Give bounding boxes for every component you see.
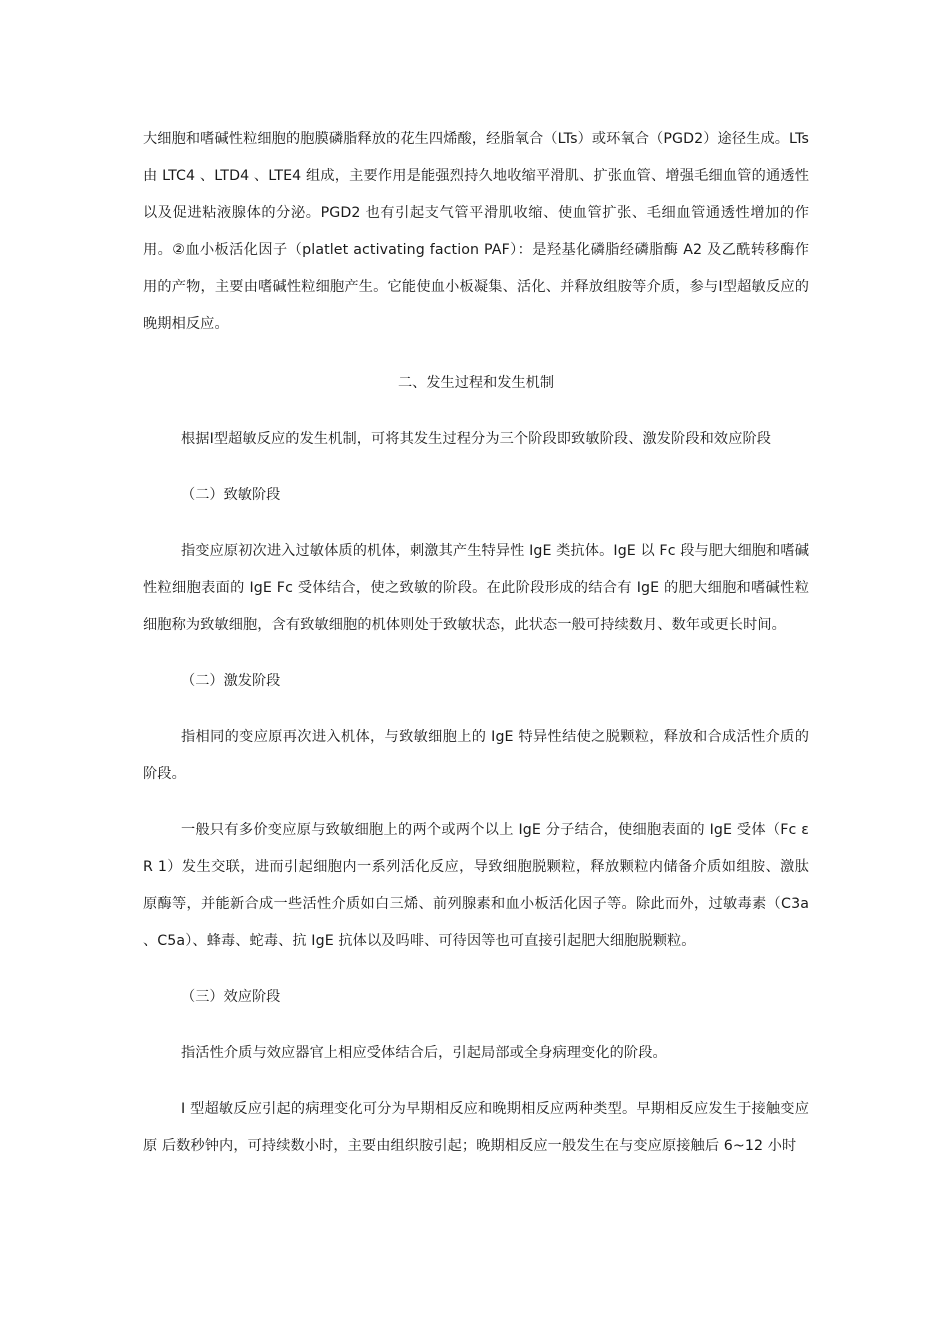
paragraph-reaction-types: Ⅰ 型超敏反应引起的病理变化可分为早期相反应和晚期相反应两种类型。早期相反应发生于接触变应原 后数秒钟内，可持续数小时，主要由组织胺引起；晚期相反应一般发生在与变应原接触后 6~12 小时 <box>143 1101 809 1154</box>
paragraph-degranulation: 一般只有多价变应原与致敏细胞上的两个或两个以上 IgE 分子结合，使细胞表面的 IgE 受体（Fc ε R 1）发生交联，进而引起细胞内一系列活化反应，导致细胞脱颗粒，释放颗粒内储备介质如组胺、激肽原酶等，并能新合成一些活性介质如白三烯、前列腺素和血小板活化因子等。除此而外，过敏毒素（C3a 、C5a）、蜂毒、蛇毒、抗 IgE 抗体以及吗啡、可待因等也可直接引起肥大细胞脱颗粒。 <box>143 822 809 949</box>
subheading-sensitization: （二）致敏阶段 <box>181 487 281 503</box>
paragraph-stages-intro: 根据Ⅰ型超敏反应的发生机制，可将其发生过程分为三个阶段即致敏阶段、激发阶段和效应阶段 <box>181 431 772 447</box>
paragraph-effector: 指活性介质与效应器官上相应受体结合后，引起局部或全身病理变化的阶段。 <box>181 1045 667 1061</box>
document-body <box>143 121 809 1165</box>
subheading-effector: （三）效应阶段 <box>181 989 281 1005</box>
subheading-activation: （二）激发阶段 <box>181 673 281 689</box>
paragraph-sensitization: 指变应原初次进入过敏体质的机体，刺激其产生特异性 IgE 类抗体。IgE 以 Fc 段与肥大细胞和嗜碱性粒细胞表面的 IgE Fc 受体结合，使之致敏的阶段。在此阶段形成的结合有 IgE 的肥大细胞和嗜碱性粒细胞称为致敏细胞，含有致敏细胞的机体则处于致敏状态，此状态一般可持续数月、数年或更长时间。 <box>143 543 809 633</box>
paragraph-activation: 指相同的变应原再次进入机体，与致敏细胞上的 IgE 特异性结使之脱颗粒，释放和合成活性介质的阶段。 <box>143 729 809 782</box>
paragraph-mediators: 大细胞和嗜碱性粒细胞的胞膜磷脂释放的花生四烯酸，经脂氧合（LTs）或环氧合（PGD2）途径生成。LTs由 LTC4 、LTD4 、LTE4 组成，主要作用是能强烈持久地收缩平滑肌、扩张血管、增强毛细血管的通透性以及促进粘液腺体的分泌。PGD2 也有引起支气管平滑肌收缩、使血管扩张、毛细血管通透性增加的作用。②血小板活化因子（platlet activating faction PAF）：是羟基化磷脂经磷脂酶 A2 及乙酰转移酶作用的产物，主要由嗜碱性粒细胞产生。它能使血小板凝集、活化、并释放组胺等介质，参与Ⅰ型超敏反应的晚期相反应。 <box>143 131 809 332</box>
section-heading: 二、发生过程和发生机制 <box>397 375 555 391</box>
